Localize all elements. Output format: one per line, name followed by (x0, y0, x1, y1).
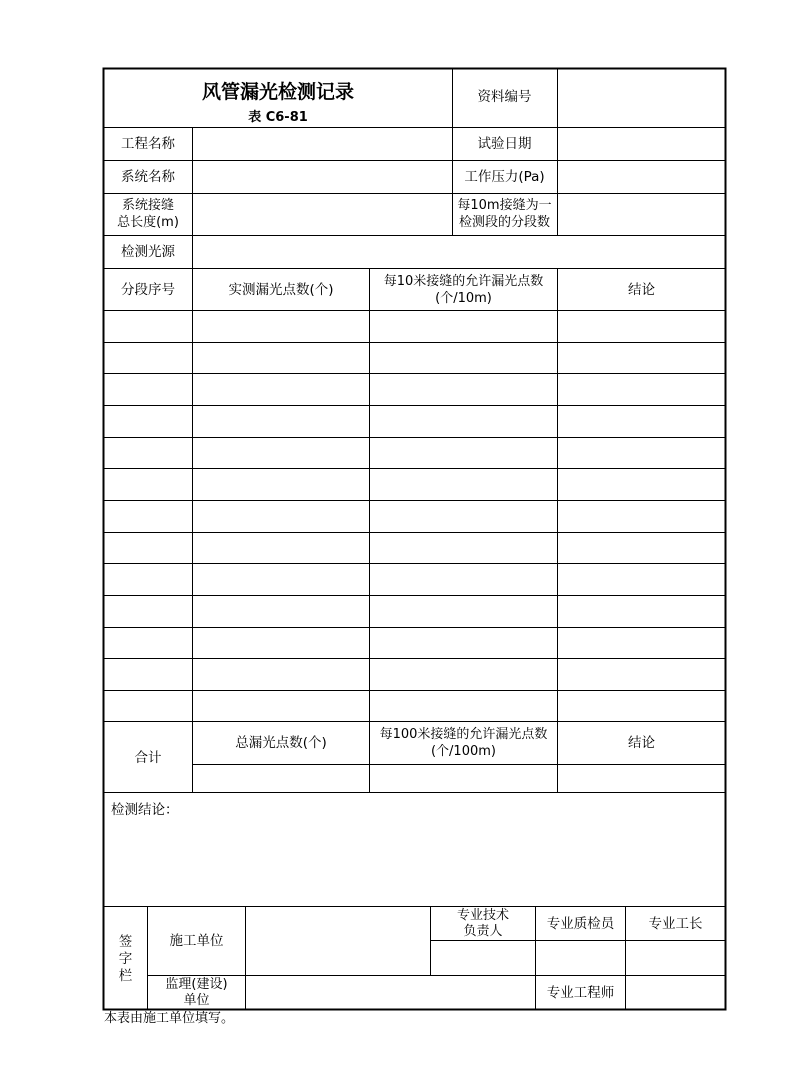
row-9-measured-points-input[interactable] (194, 564, 368, 594)
tech-lead-label-line2: 负责人 (463, 924, 503, 939)
work-pressure-label: 工作压力(Pa) (464, 169, 545, 185)
row-7-allowed-points-input[interactable] (371, 501, 556, 531)
row-4-segment-no-input[interactable] (105, 406, 191, 436)
supervision-unit-input[interactable] (247, 977, 534, 1008)
row-8-allowed-points-input[interactable] (371, 533, 556, 562)
doc-no-input[interactable] (559, 70, 724, 126)
row-6-segment-no-input[interactable] (105, 469, 191, 499)
work-pressure-input[interactable] (559, 162, 724, 192)
construction-unit-label: 施工单位 (169, 933, 224, 949)
row-7-conclusion-input[interactable] (559, 501, 724, 531)
row-9-conclusion-input[interactable] (559, 564, 724, 594)
total-conclusion-header: 结论 (628, 735, 655, 751)
test-conclusion-input[interactable] (105, 822, 724, 904)
seam-length-label-line1: 系统接缝 (121, 198, 174, 213)
row-13-segment-no-input[interactable] (105, 691, 191, 720)
header-segment-no: 分段序号 (121, 282, 175, 298)
row-2-measured-points-input[interactable] (194, 343, 368, 372)
row-10-conclusion-input[interactable] (559, 596, 724, 626)
system-name-input[interactable] (194, 162, 450, 192)
foreman-label: 专业工长 (648, 916, 703, 932)
header-allowed-points-line1: 每10米接缝的允许漏光点数 (383, 274, 544, 289)
row-2-segment-no-input[interactable] (105, 343, 191, 372)
row-5-segment-no-input[interactable] (105, 438, 191, 467)
seam-length-input[interactable] (194, 195, 450, 234)
row-2-conclusion-input[interactable] (559, 343, 724, 372)
row-8-measured-points-input[interactable] (194, 533, 368, 562)
row-7-segment-no-input[interactable] (105, 501, 191, 531)
header-conclusion: 结论 (628, 282, 655, 298)
row-3-segment-no-input[interactable] (105, 374, 191, 404)
allowed-100-line1: 每100米接缝的允许漏光点数 (379, 727, 548, 742)
row-11-measured-points-input[interactable] (194, 628, 368, 657)
row-11-conclusion-input[interactable] (559, 628, 724, 657)
row-1-segment-no-input[interactable] (105, 311, 191, 341)
footer-note: 本表由施工单位填写。 (104, 1011, 235, 1026)
allowed-100-input[interactable] (371, 766, 556, 791)
row-5-allowed-points-input[interactable] (371, 438, 556, 467)
seam-length-label-line2: 总长度(m) (117, 215, 179, 230)
total-conclusion-input[interactable] (559, 766, 724, 791)
row-12-conclusion-input[interactable] (559, 659, 724, 689)
total-points-header: 总漏光点数(个) (235, 735, 327, 751)
test-date-label: 试验日期 (477, 136, 532, 152)
engineer-sign-input[interactable] (627, 977, 724, 1008)
system-name-label: 系统名称 (121, 169, 175, 185)
signature-column-char3: 栏 (118, 968, 133, 984)
form-title: 风管漏光检测记录 (201, 81, 354, 103)
row-7-measured-points-input[interactable] (194, 501, 368, 531)
row-6-allowed-points-input[interactable] (371, 469, 556, 499)
row-1-allowed-points-input[interactable] (371, 311, 556, 341)
row-12-allowed-points-input[interactable] (371, 659, 556, 689)
supervision-unit-label-line2: 单位 (183, 993, 210, 1008)
light-source-input[interactable] (194, 237, 724, 267)
row-9-segment-no-input[interactable] (105, 564, 191, 594)
quality-inspector-label: 专业质检员 (546, 916, 615, 932)
signature-column-char1: 签 (118, 934, 133, 950)
segment-count-input[interactable] (559, 195, 724, 234)
row-5-measured-points-input[interactable] (194, 438, 368, 467)
row-12-segment-no-input[interactable] (105, 659, 191, 689)
row-3-conclusion-input[interactable] (559, 374, 724, 404)
project-name-input[interactable] (194, 129, 450, 159)
row-13-allowed-points-input[interactable] (371, 691, 556, 720)
construction-unit-input[interactable] (247, 908, 429, 974)
tech-lead-label-line1: 专业技术 (456, 908, 509, 923)
row-4-allowed-points-input[interactable] (371, 406, 556, 436)
light-source-label: 检测光源 (121, 244, 175, 260)
row-2-allowed-points-input[interactable] (371, 343, 556, 372)
row-8-segment-no-input[interactable] (105, 533, 191, 562)
doc-no-label: 资料编号 (477, 89, 532, 105)
row-13-conclusion-input[interactable] (559, 691, 724, 720)
row-10-measured-points-input[interactable] (194, 596, 368, 626)
row-6-measured-points-input[interactable] (194, 469, 368, 499)
row-9-allowed-points-input[interactable] (371, 564, 556, 594)
quality-inspector-sign-input[interactable] (537, 942, 624, 974)
row-5-conclusion-input[interactable] (559, 438, 724, 467)
row-3-measured-points-input[interactable] (194, 374, 368, 404)
row-1-measured-points-input[interactable] (194, 311, 368, 341)
header-allowed-points-line2: (个/10m) (435, 291, 492, 306)
row-10-allowed-points-input[interactable] (371, 596, 556, 626)
total-label: 合计 (134, 750, 162, 766)
allowed-100-line2: (个/100m) (430, 744, 496, 759)
foreman-sign-input[interactable] (627, 942, 724, 974)
test-conclusion-label: 检测结论： (111, 802, 179, 818)
signature-column-char2: 字 (118, 951, 133, 967)
segment-rule-label-line2: 检测段的分段数 (458, 215, 550, 230)
engineer-label: 专业工程师 (546, 985, 615, 1001)
tech-lead-sign-input[interactable] (432, 942, 534, 974)
supervision-unit-label-line1: 监理(建设) (165, 977, 228, 992)
test-date-input[interactable] (559, 129, 724, 159)
table-number: 表 C6-81 (248, 110, 308, 125)
row-4-measured-points-input[interactable] (194, 406, 368, 436)
project-name-label: 工程名称 (121, 136, 175, 152)
segment-rule-label-line1: 每10m接缝为一 (457, 198, 552, 213)
row-4-conclusion-input[interactable] (559, 406, 724, 436)
row-13-measured-points-input[interactable] (194, 691, 368, 720)
row-12-measured-points-input[interactable] (194, 659, 368, 689)
row-11-segment-no-input[interactable] (105, 628, 191, 657)
row-1-conclusion-input[interactable] (559, 311, 724, 341)
row-6-conclusion-input[interactable] (559, 469, 724, 499)
row-3-allowed-points-input[interactable] (371, 374, 556, 404)
row-8-conclusion-input[interactable] (559, 533, 724, 562)
total-points-input[interactable] (194, 766, 368, 791)
row-10-segment-no-input[interactable] (105, 596, 191, 626)
header-measured-points: 实测漏光点数(个) (228, 282, 334, 298)
row-11-allowed-points-input[interactable] (371, 628, 556, 657)
